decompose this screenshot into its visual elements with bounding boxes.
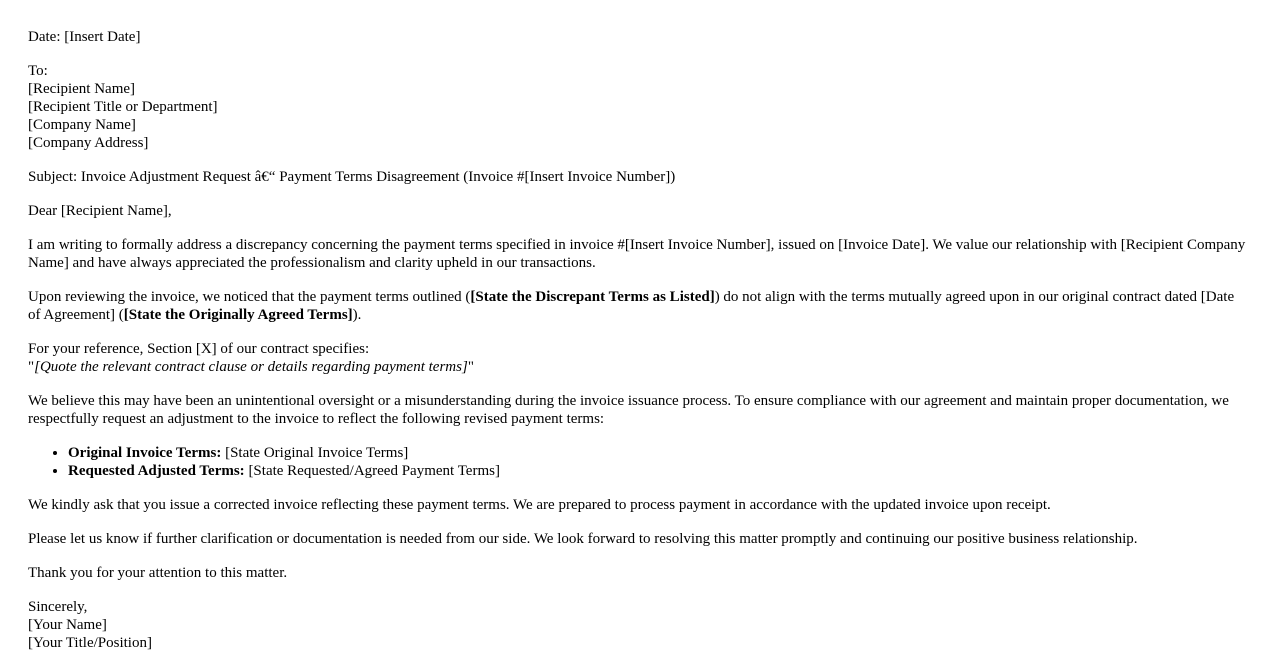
contract-quote <box>28 358 1250 376</box>
original-terms-label: Original Invoice Terms: <box>68 445 222 461</box>
discrepant-terms: [State the Discrepant Terms as Listed] <box>470 289 715 305</box>
requested-terms-label: Requested Adjusted Terms: <box>68 463 245 479</box>
agreed-terms: [State the Originally Agreed Terms] <box>123 307 353 323</box>
discrepancy-text-2: ) do not align with the terms mutually agreed upon in our original contract dated [Date of Agreement] ( <box>28 289 1235 323</box>
recipient-company: [Company Name] <box>28 117 136 133</box>
quote-open-mark: " <box>28 359 35 375</box>
closing-block <box>28 598 1250 652</box>
paragraph-discrepancy <box>28 288 1250 324</box>
reference-intro: For your reference, Section [X] of our contract specifies: <box>28 341 370 357</box>
list-item-original-terms <box>68 444 1250 462</box>
recipient-address: [Company Address] <box>28 135 149 151</box>
recipient-name: [Recipient Name] <box>28 81 136 97</box>
quote-text: [Quote the relevant contract clause or details regarding payment terms] <box>34 359 468 375</box>
date-line: Date: [Insert Date] <box>28 29 141 45</box>
paragraph-intro: I am writing to formally address a discrepancy concerning the payment terms specified in invoice #[Insert Invoice Number], issued on [Invoice Date]. We value our relationship with [Recipient Company Name] and have always appreciated the professionalism and clarity upheld in our transactions. <box>28 237 1246 271</box>
paragraph-clarification: Please let us know if further clarification or documentation is needed from our side. We look forward to resolving this matter promptly and continuing our positive business relationship. <box>28 531 1138 547</box>
quote-close-mark: " <box>467 359 474 375</box>
paragraph-request: We believe this may have been an unintentional oversight or a misunderstanding during the invoice issuance process. To ensure compliance with our agreement and maintain proper documentation, we respectfully request an adjustment to the invoice to reflect the following revised payment terms: <box>28 393 1229 427</box>
discrepancy-text-1: Upon reviewing the invoice, we noticed that the payment terms outlined ( <box>28 289 471 305</box>
salutation: Dear [Recipient Name], <box>28 203 172 219</box>
recipient-block <box>28 62 1250 152</box>
sender-name: [Your Name] <box>28 617 107 633</box>
paragraph-thanks: Thank you for your attention to this matter. <box>28 565 288 581</box>
discrepancy-text-3: ). <box>352 307 362 323</box>
terms-list <box>28 444 1250 480</box>
sign-off: Sincerely, <box>28 599 88 615</box>
requested-terms-value: [State Requested/Agreed Payment Terms] <box>244 463 500 479</box>
sender-title: [Your Title/Position] <box>28 635 152 651</box>
reference-block <box>28 340 1250 376</box>
list-item-requested-terms <box>68 462 1250 480</box>
to-label: To: <box>28 63 48 79</box>
recipient-title: [Recipient Title or Department] <box>28 99 218 115</box>
original-terms-value: [State Original Invoice Terms] <box>221 445 409 461</box>
subject-line: Subject: Invoice Adjustment Request â€“ Payment Terms Disagreement (Invoice #[Insert Invoice Number]) <box>28 169 676 185</box>
paragraph-corrected-invoice: We kindly ask that you issue a corrected invoice reflecting these payment terms. We are prepared to process payment in accordance with the updated invoice upon receipt. <box>28 497 1051 513</box>
